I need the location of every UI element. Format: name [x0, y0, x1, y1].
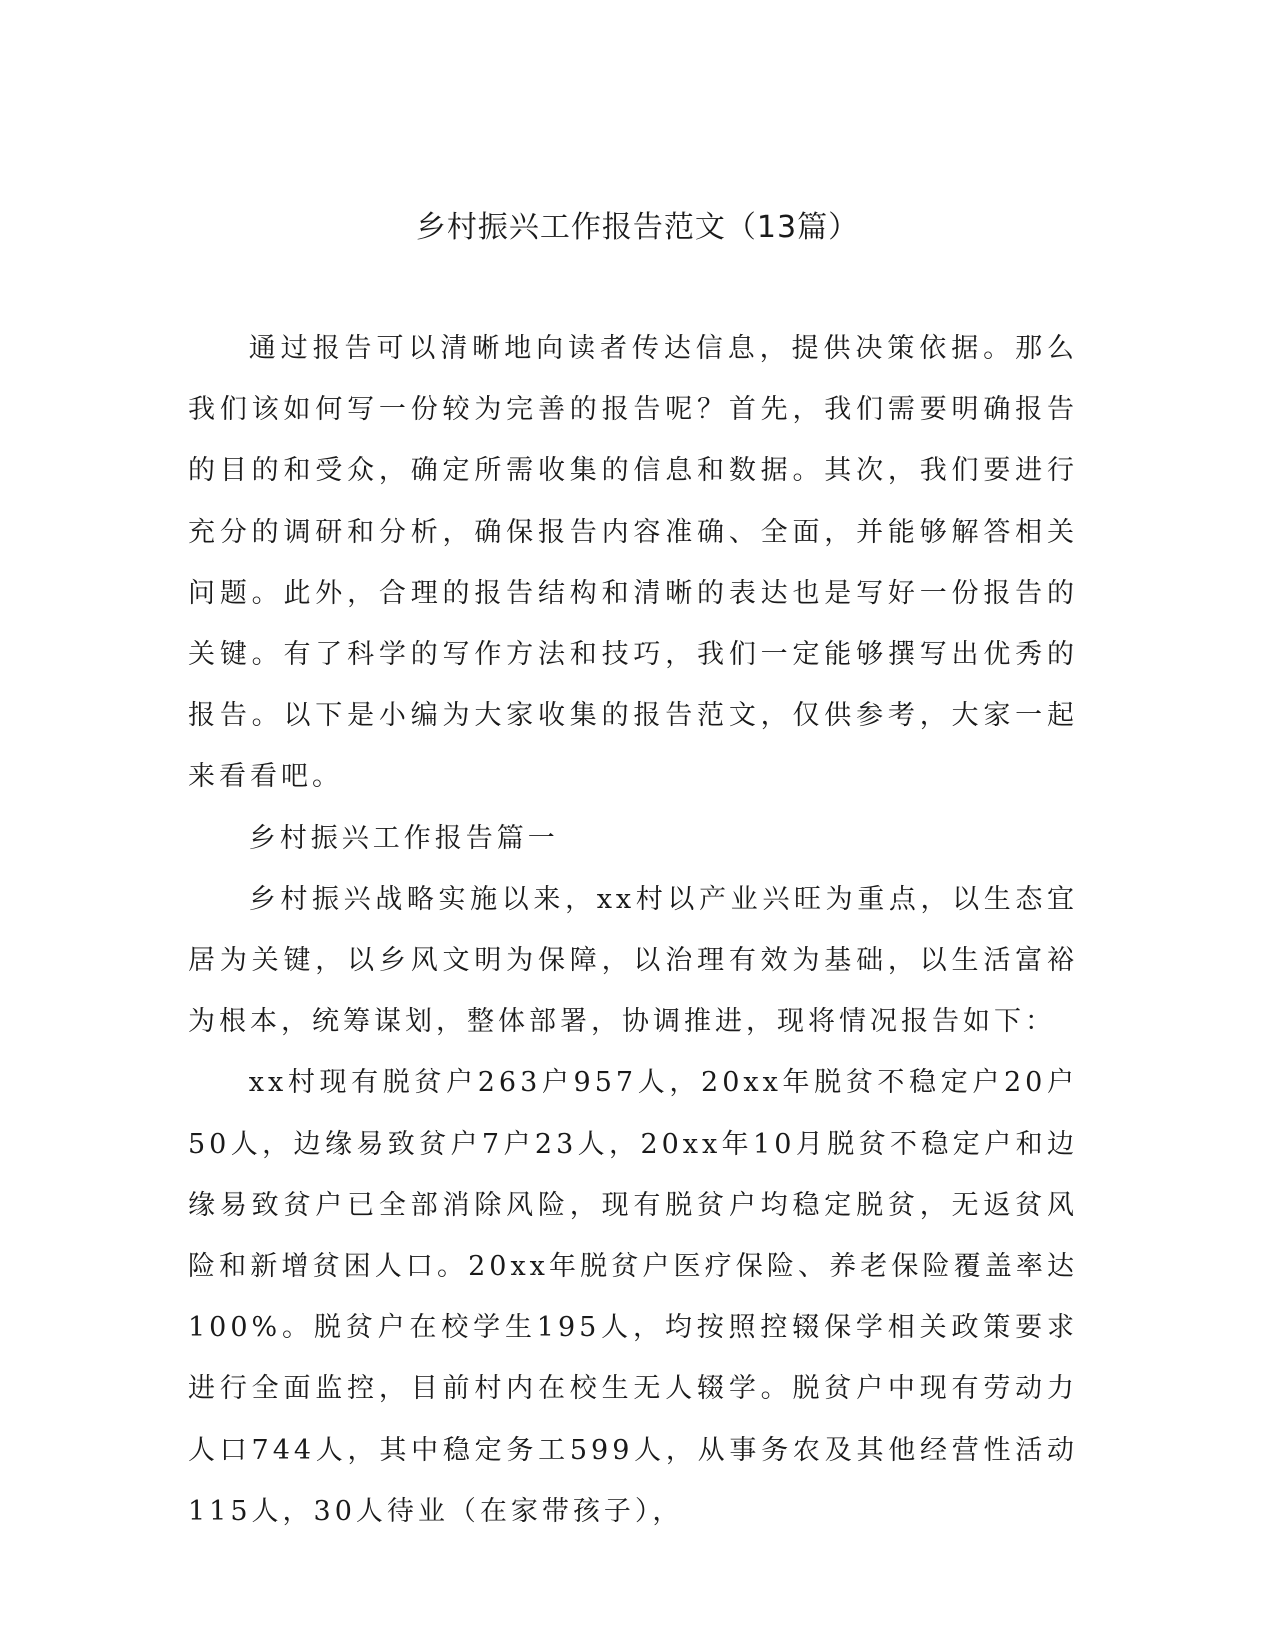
intro-paragraph: 通过报告可以清晰地向读者传达信息，提供决策依据。那么我们该如何写一份较为完善的报告呢？首先，我们需要明确报告的目的和受众，确定所需收集的信息和数据。其次，我们要进行充分的调研和分析，确保报告内容准确、全面，并能够解答相关问题。此外，合理的报告结构和清晰的表达也是写好一份报告的关键。有了科学的写作方法和技巧，我们一定能够撰写出优秀的报告。以下是小编为大家收集的报告范文，仅供参考，大家一起来看看吧。 — [188, 333, 1078, 793]
document-title: 乡村振兴工作报告范文（13篇） — [415, 210, 860, 245]
section-heading: 乡村振兴工作报告篇一 — [248, 822, 559, 854]
document-body — [188, 318, 1078, 1542]
body-paragraph: xx村现有脱贫户263户957人，20xx年脱贫不稳定户20户50人，边缘易致贫户7户23人，20xx年10月脱贫不稳定户和边缘易致贫户已全部消除风险，现有脱贫户均稳定脱贫，无返贫风险和新增贫困人口。20xx年脱贫户医疗保险、养老保险覆盖率达100%。脱贫户在校学生195人，均按照控辍保学相关政策要求进行全面监控，目前村内在校生无人辍学。脱贫户中现有劳动力人口744人，其中稳定务工599人，从事务农及其他经营性活动115人，30人待业（在家带孩子）， — [188, 1067, 1078, 1527]
body-paragraph: 乡村振兴战略实施以来，xx村以产业兴旺为重点，以生态宜居为关键，以乡风文明为保障，以治理有效为基础，以生活富裕为根本，统筹谋划，整体部署，协调推进，现将情况报告如下： — [188, 883, 1078, 1038]
